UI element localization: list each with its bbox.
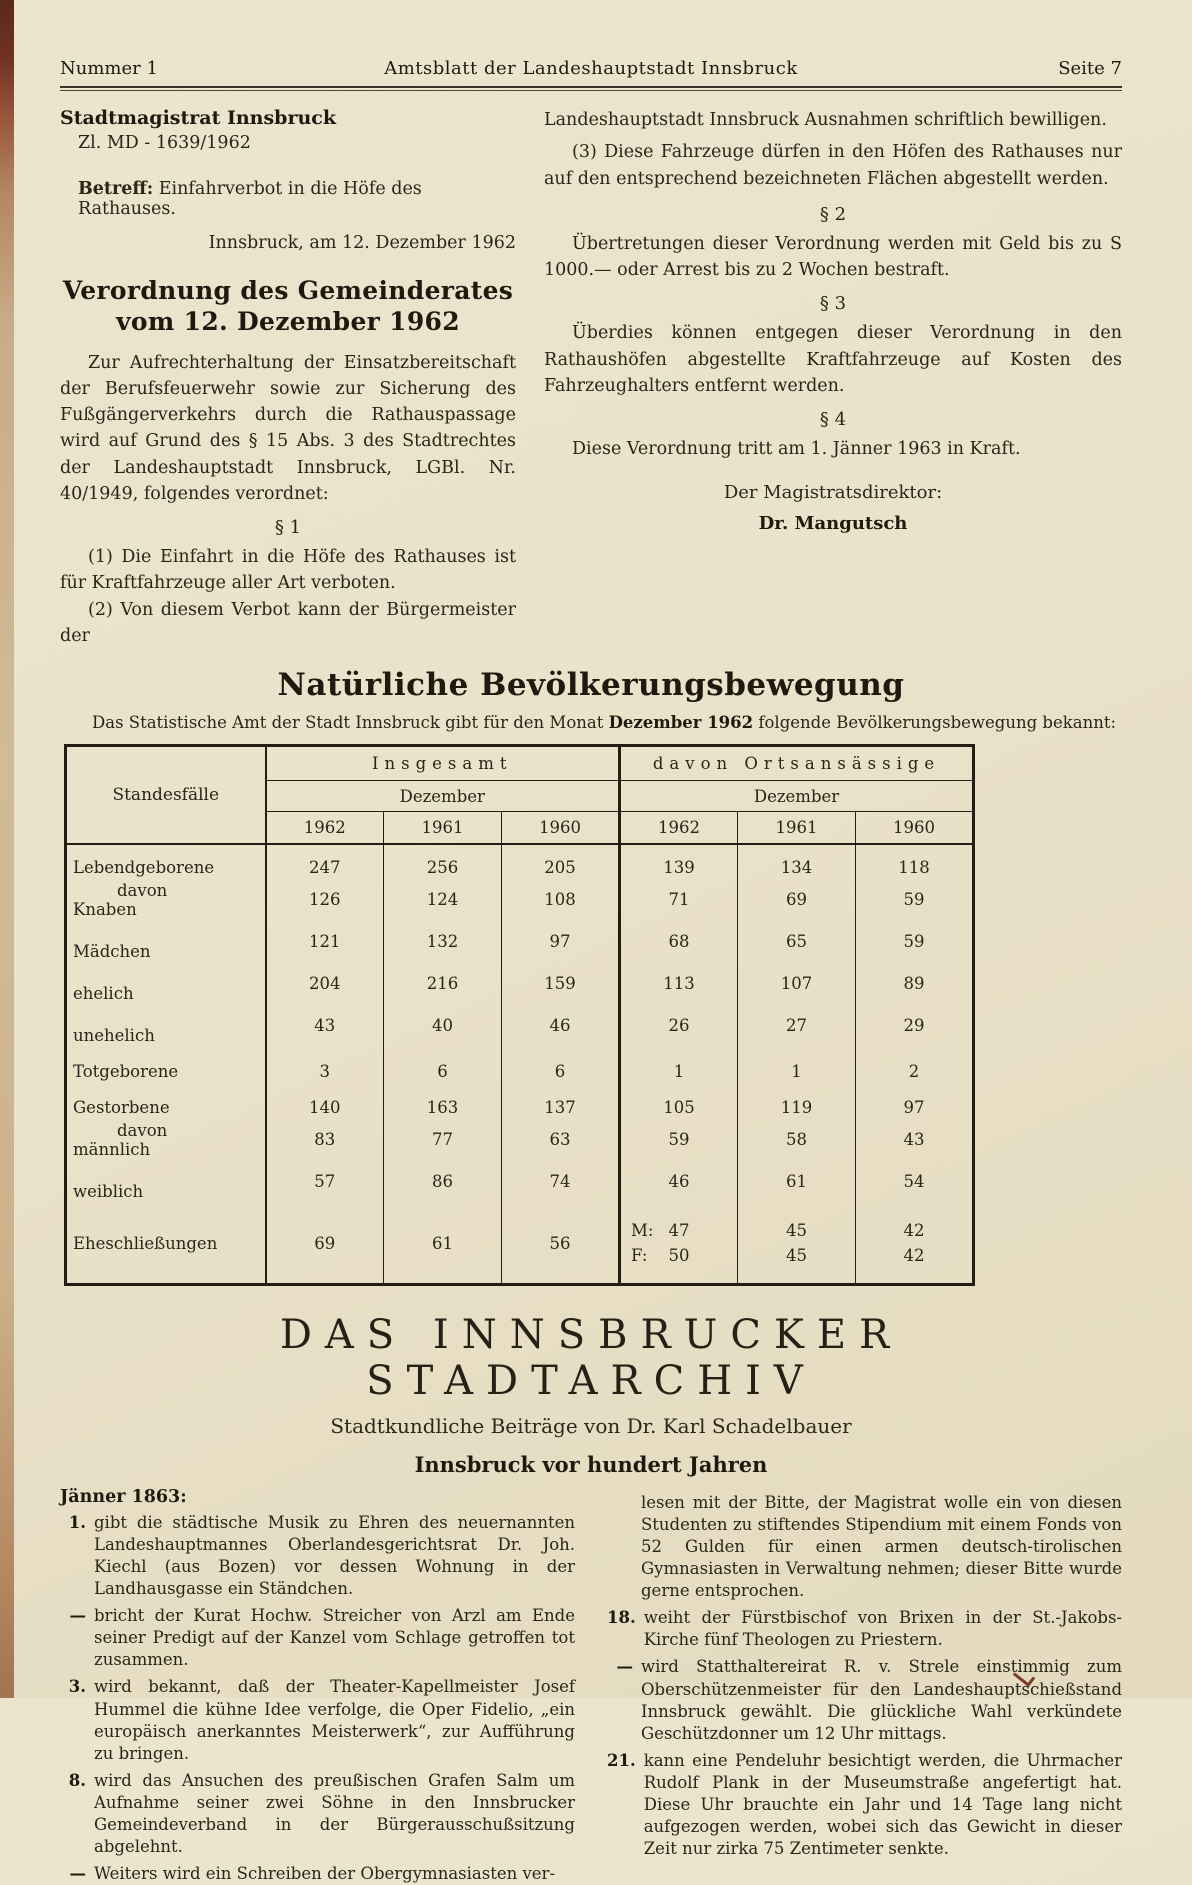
table-row: Totgeborene 3 6 6 1 1 2 [66,1047,974,1083]
table-cell-mf: 45 45 [738,1203,856,1285]
table-cell: 134 [738,844,856,879]
table-cell: 40 [384,1005,502,1047]
section-3-heading: § 3 [819,293,847,315]
table-cell: 1 [620,1047,738,1083]
table-cell-mf: M: 47 F: 50 [620,1203,738,1285]
archive-title: DAS INNSBRUCKER STADTARCHIV [279,1311,903,1404]
table-cell: 63 [502,1119,620,1161]
section-1-para-1: (1) Die Einfahrt in die Höfe des Rathauses ist für Kraftfahrzeuge aller Art verboten. [60,547,516,594]
table-cell: 107 [738,963,856,1005]
signature-name: Dr. Mangutsch [758,513,908,535]
preamble: Zur Aufrechterhaltung der Einsatzbereitschaft der Berufsfeuerwehr sowie zur Sicherung des Fußgängerverkehrs durch die Rathauspassage wird auf Grund des § 15 Abs. 3 des Stadtrechtes der Landeshauptstadt Innsbruck, LGBl. Nr. 40/1949, folgendes verordnet: [60,352,516,504]
list-item: lesen mit der Bitte, der Magistrat wolle ein von diesen Studenten zu stiftendes Stipendium mit einem Fonds von 52 Gulden für einen armen deutsch-tirolischen Gymnasiasten in Verwaltung nehmen; dieser Bitte wurde gerne entsprochen. [641,1492,1122,1601]
subject-label: Betreff: [78,179,154,199]
table-row: ehelich 204 216 159 113 107 89 [66,963,974,1005]
table-cell: 61 [384,1203,502,1285]
column-header-standesfaelle: Standesfälle [66,746,266,844]
list-item: 1. gibt die städtische Musik zu Ehren des neuernannten Landeshauptmannes Oberlandesgerichtsrat Dr. Joh. Kiechl (aus Bozen) vor dessen Wohnung in der Landhausgasse ein Ständchen. [68,1512,575,1598]
month-header: Dezember [266,781,620,812]
table-cell: 6 [384,1047,502,1083]
table-cell: 74 [502,1161,620,1203]
group-header-local: davon Ortsansässige [620,746,974,781]
table-cell: 2 [856,1047,974,1083]
table-cell: 121 [266,921,384,963]
section-4-heading: § 4 [819,409,847,430]
table-cell: 46 [502,1005,620,1047]
month-header: Dezember [620,781,974,812]
table-cell: 43 [266,1005,384,1047]
table-cell: 68 [620,921,738,963]
table-cell: 97 [856,1083,974,1119]
signature-role: Der Magistratsdirektor: [723,482,943,504]
table-cell: 113 [620,963,738,1005]
table-cell: 46 [620,1161,738,1203]
table-cell: 69 [738,879,856,921]
year-header: 1962 [266,812,384,844]
subject-line [60,179,516,219]
table-cell: 119 [738,1083,856,1119]
section-2-heading: § 2 [819,203,847,225]
table-cell: 57 [266,1161,384,1203]
table-cell-mf: 42 42 [856,1203,974,1285]
archive-columns [60,1487,1122,1885]
table-cell: 140 [266,1083,384,1119]
ordinance-left-column [60,107,516,649]
table-cell: 59 [856,879,974,921]
article-lead: Jänner 1863: [60,1486,187,1507]
table-row: unehelich 43 40 46 26 27 29 [66,1005,974,1047]
table-cell: 1 [738,1047,856,1083]
table-cell: 59 [620,1119,738,1161]
table-cell: 139 [620,844,738,879]
table-row: davonmännlich 83 77 63 59 58 43 [66,1119,974,1161]
ordinance-right-column [544,107,1122,649]
table-cell: 61 [738,1161,856,1203]
table-row: davonKnaben 126 124 108 71 69 59 [66,879,974,921]
year-header: 1961 [738,812,856,844]
subject-text: Einfahrverbot in die Höfe des Rathauses. [78,179,422,219]
archive-subtitle: Stadtkundliche Beiträge von Dr. Karl Schadelbauer [330,1413,852,1438]
table-cell: 256 [384,844,502,879]
section-2-para: Übertretungen dieser Verordnung werden mit Geld bis zu S 1000.— oder Arrest bis zu 2 Wochen bestraft. [544,233,1122,280]
table-cell: 126 [266,879,384,921]
issuing-office: Stadtmagistrat Innsbruck [60,107,337,129]
table-cell: 216 [384,963,502,1005]
masthead [60,58,1122,79]
year-header: 1960 [502,812,620,844]
table-cell: 26 [620,1005,738,1047]
ordinance-section [60,107,1122,649]
dateline: Innsbruck, am 12. Dezember 1962 [208,233,516,253]
table-row-marriages: Eheschließungen 69 61 56 M: 47 F: 50 45 45 42 42 [66,1203,974,1285]
year-header: 1960 [856,812,974,844]
table-cell: 43 [856,1119,974,1161]
table-cell: 124 [384,879,502,921]
table-row: Gestorbene 140 163 137 105 119 97 [66,1083,974,1119]
file-number: Zl. MD - 1639/1962 [78,133,251,153]
table-cell: 54 [856,1161,974,1203]
table-cell: 97 [502,921,620,963]
list-item: 3. wird bekannt, daß der Theater-Kapellmeister Josef Hummel die kühne Idee verfolge, die Oper Fidelio, „ein europäisch anerkanntes Meisterwerk“, zur Aufführung zu bringen. [68,1677,575,1763]
table-cell: 86 [384,1161,502,1203]
table-cell: 108 [502,879,620,921]
list-item: 21. kann eine Pendeluhr besichtigt werden, die Uhrmacher Rudolf Plank in der Museumstraße angefertigt hat. Diese Uhr brauchte ein Jahr und 14 Tage lang nicht aufgezogen werden, wobei sich das Gewicht in dieser Zeit nur zirka 75 Zentimeter senkte. [607,1750,1122,1859]
section-1-para-3: (3) Diese Fahrzeuge dürfen in den Höfen des Rathauses nur auf den entsprechend bezeichneten Flächen abgestellt werden. [544,142,1122,189]
table-cell: 6 [502,1047,620,1083]
population-table [64,744,975,1286]
table-cell: 204 [266,963,384,1005]
table-cell: 247 [266,844,384,879]
table-cell: 118 [856,844,974,879]
table-cell: 137 [502,1083,620,1119]
table-cell: 77 [384,1119,502,1161]
table-row: Lebendgeborene 247 256 205 139 134 118 [66,844,974,879]
table-row: weiblich 57 86 74 46 61 54 [66,1161,974,1203]
list-item: 8. wird das Ansuchen des preußischen Grafen Salm um Aufnahme seiner zwei Söhne in den Innsbrucker Gemeindeverband in der Bürgerausschußsitzung abgelehnt. [68,1770,575,1857]
statistics-title: Natürliche Bevölkerungsbewegung [277,667,905,703]
year-header: 1962 [620,812,738,844]
archive-right-column [607,1487,1122,1885]
list-item: — Weiters wird ein Schreiben der Obergymnasiasten ver- [69,1864,556,1884]
table-cell: 29 [856,1005,974,1047]
page-number: Seite 7 [1058,58,1122,79]
list-item: — bricht der Kurat Hochw. Streicher von Arzl am Ende seiner Predigt auf der Kanzel vom Schlage getroffen tot zusammen. [69,1606,575,1670]
statistics-intro: Das Statistische Amt der Stadt Innsbruck gibt für den Monat Dezember 1962 folgende Bevölkerungsbewegung bekannt: [92,713,1117,732]
gazette-title: Amtsblatt der Landeshauptstadt Innsbruck [384,58,798,79]
list-item: 18. weiht der Fürstbischof von Brixen in der St.-Jakobs-Kirche fünf Theologen zu Priestern. [607,1608,1122,1650]
table-header-row-groups [66,746,974,781]
table-cell: 132 [384,921,502,963]
table-cell: 83 [266,1119,384,1161]
table-cell: 159 [502,963,620,1005]
table-cell: 105 [620,1083,738,1119]
table-cell: 205 [502,844,620,879]
section-1-heading: § 1 [274,517,302,538]
table-cell: 163 [384,1083,502,1119]
table-cell: 71 [620,879,738,921]
table-cell: 69 [266,1203,384,1285]
table-cell: 3 [266,1047,384,1083]
table-cell: 27 [738,1005,856,1047]
table-cell: 58 [738,1119,856,1161]
section-1-para-2: (2) Von diesem Verbot kann der Bürgermeister der [60,599,516,646]
ordinance-title: Verordnung des Gemeinderates vom 12. Dezember 1962 [62,276,514,337]
article-title: Innsbruck vor hundert Jahren [414,1451,768,1477]
issue-number: Nummer 1 [60,58,158,79]
section-3-para: Überdies können entgegen dieser Verordnung in den Rathaushöfen abgestellte Kraftfahrzeuge auf Kosten des Fahrzeughalters entfernt werden. [544,323,1122,396]
group-header-total: Insgesamt [266,746,620,781]
list-item: — wird Statthaltereirat R. v. Strele einstimmig zum Oberschützenmeister für den Landeshauptschießstand Innsbruck gewählt. Die glückliche Wahl verkündete Geschützdonner um 12 Uhr mittags. [616,1657,1122,1743]
table-cell: 65 [738,921,856,963]
table-row: Mädchen 121 132 97 68 65 59 [66,921,974,963]
continuation-para: Landeshauptstadt Innsbruck Ausnahmen schriftlich bewilligen. [544,110,1107,130]
table-cell: 59 [856,921,974,963]
table-cell: 56 [502,1203,620,1285]
masthead-rule [60,86,1122,91]
archive-left-column [60,1487,575,1885]
table-cell: 89 [856,963,974,1005]
section-4-para: Diese Verordnung tritt am 1. Jänner 1963 in Kraft. [572,439,1021,459]
year-header: 1961 [384,812,502,844]
